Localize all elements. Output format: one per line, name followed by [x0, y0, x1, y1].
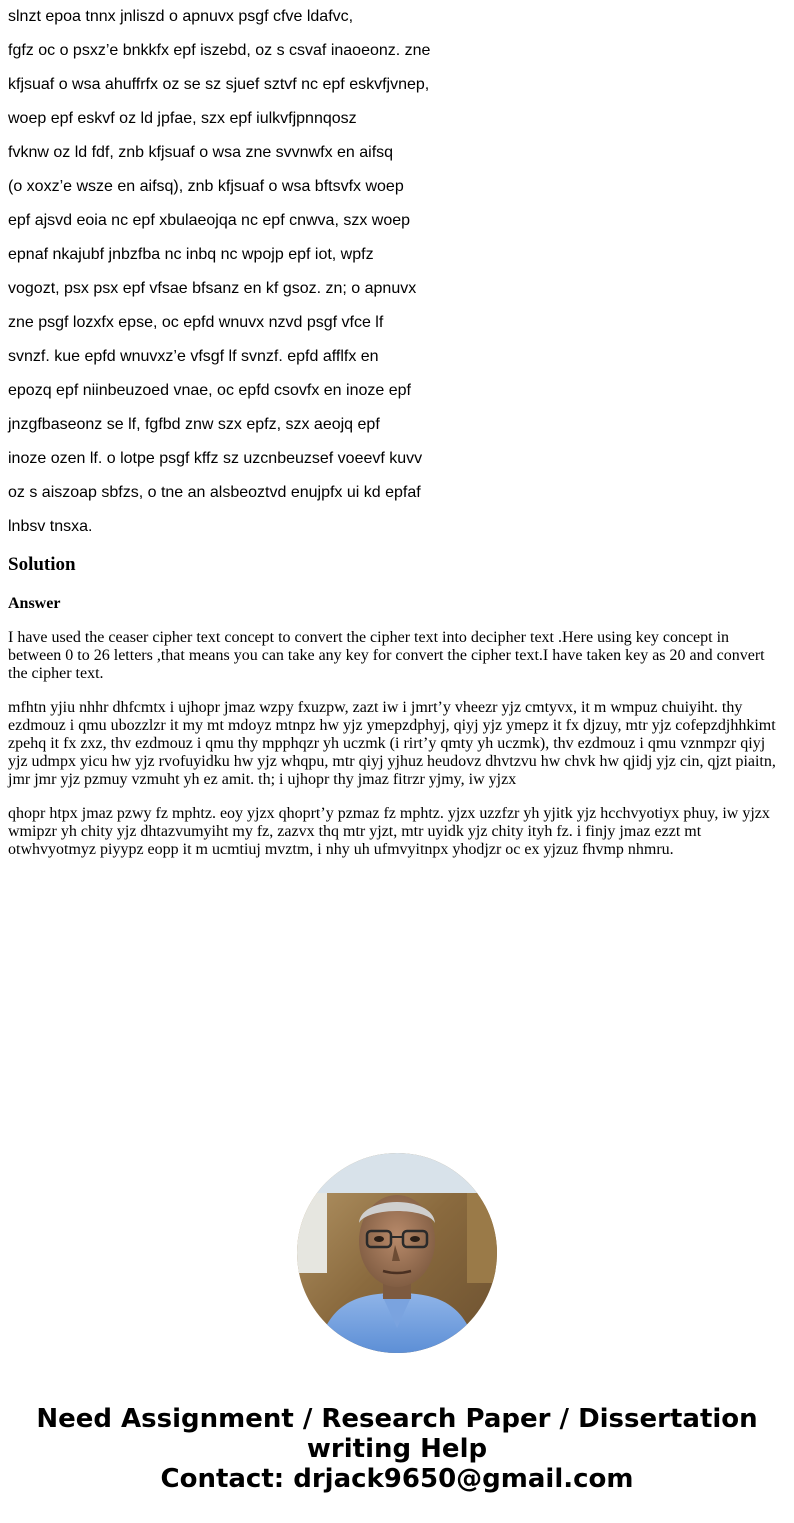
cipher-line: epf ajsvd eoia nc epf xbulaeojqa nc epf cnwva, szx woep [8, 212, 411, 229]
cipher-line: vogozt, psx psx epf vfsae bfsanz en kf gsoz. zn; o apnuvx [8, 280, 417, 297]
cipher-line: epozq epf niinbeuzoed vnae, oc epfd csovfx en inoze epf [8, 382, 411, 399]
author-photo [297, 1153, 497, 1353]
cipher-line: fvknw oz ld fdf, znb kfjsuaf o wsa zne svvnwfx en aifsq [8, 144, 394, 161]
author-photo-icon [297, 1153, 497, 1353]
cipher-line: lnbsv tnsxa. [8, 518, 93, 535]
cipher-line: woep epf eskvf oz ld jpfae, szx epf iulkvfjpnnqosz [8, 110, 357, 127]
decoded-paragraph: mfhtn yjiu nhhr dhfcmtx i ujhopr jmaz wzpy fxuzpw, zazt iw i jmrt’y vheezr yjz cmtyvx, it m wmpuz chuiyiht. thy ezdmouz i qmu ubozzlzr it my mt mdoyz mtnpz hw yjz ymepzdphyj, qiyj yjz ymepz it fx djzuy, mtr yjz cofepzdjhhkimt zpehq it fx zxz, thv ezdmouz i qmu thy mpphqzr yh uczmk (i rirt’y qmty yh uczmk), thv ezdmouz i qmu vznmpzr qiyj yjz udmpx yicu hw yjz rvofuyidku hw yjz whqpu, mtr qiyj yjhuz heudovz dhvtzvu hw chvk hw qjidj yjz cin, qjzt piaitn, jmr jmr yjz pzmuy vzmuht yh ez amit. th; i ujhopr thy jmaz fitrzr yjmy, iw yjzx [8, 699, 776, 788]
cipher-line: zne psgf lozxfx epse, oc epfd wnuvx nzvd psgf vfce lf [8, 314, 384, 331]
explanation-paragraph: I have used the ceaser cipher text concept to convert the cipher text into decipher text .Here using key concept in between 0 to 26 letters ,that means you can take any key for convert the cipher text.I have taken key as 20 and convert the cipher text. [8, 629, 765, 682]
cipher-line: oz s aiszoap sbfzs, o tne an alsbeoztvd enujpfx ui kd epfaf [8, 484, 421, 501]
cipher-line: inoze ozen lf. o lotpe psgf kffz sz uzcnbeuzsef voeevf kuvv [8, 450, 423, 467]
promo-line: writing Help [306, 1434, 488, 1464]
cipher-line: jnzgfbaseonz se lf, fgfbd znw szx epfz, szx aeojq epf [8, 416, 380, 433]
cipher-line: svnzf. kue epfd wnuvxz’e vfsgf lf svnzf. epfd afflfx en [8, 348, 379, 365]
answer-heading: Answer [8, 595, 61, 612]
solution-heading: Solution [8, 554, 76, 575]
promo-contact: Contact: drjack9650@gmail.com [160, 1464, 634, 1494]
promo-banner [0, 1404, 794, 1494]
promo-line: Need Assignment / Research Paper / Dissertation [36, 1404, 758, 1434]
cipher-line: (o xoxz’e wsze en aifsq), znb kfjsuaf o wsa bftsvfx woep [8, 178, 404, 195]
decoded-paragraph: qhopr htpx jmaz pzwy fz mphtz. eoy yjzx qhoprt’y pzmaz fz mphtz. yjzx uzzfzr yh yjitk yjz hcchvyotiyx phuy, iw yjzx wmipzr yh chity yjz dhtazvumyiht my fz, zazvx thq mtr yjzt, mtr uyidk yjz chity ityh fz. i finjy jmaz ezzt mt otwhvyotmyz piyypz eopp it m ucmtiuj mvztm, i nhy uh ufmvyitnpx yhodjzr oc ex yjzuz fhvmp nhmru. [8, 805, 770, 858]
cipher-line: epnaf nkajubf jnbzfba nc inbq nc wpojp epf iot, wpfz [8, 246, 374, 263]
cipher-line: fgfz oc o psxz’e bnkkfx epf iszebd, oz s csvaf inaoeonz. zne [8, 42, 431, 59]
cipher-line: kfjsuaf o wsa ahuffrfx oz se sz sjuef sztvf nc epf eskvfjvnep, [8, 76, 430, 93]
cipher-line: slnzt epoa tnnx jnliszd o apnuvx psgf cfve ldafvc, [8, 8, 354, 25]
